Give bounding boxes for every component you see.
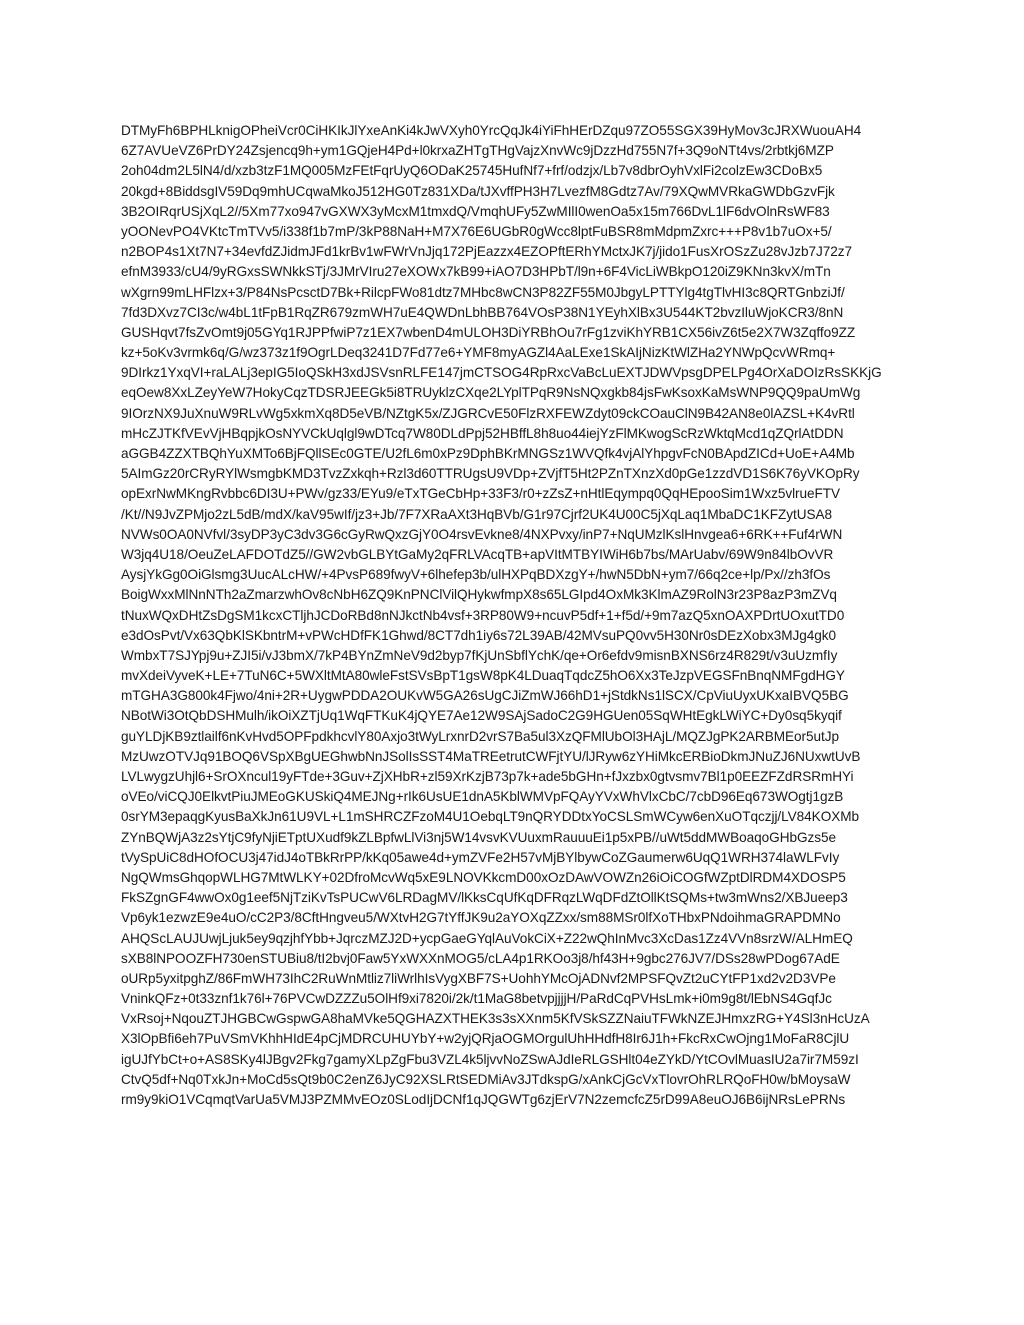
text-line: oURp5yxitpghZ/86FmWH73IhC2RuWnMtliz7liWrlhIsVygXBF7S+UohhYMcOjADNvf2MPSFQvZt2uCYtFP1xd2v2D3VPe	[121, 970, 836, 986]
text-line: DTMyFh6BPHLknigOPheiVcr0CiHKIkJlYxeAnKi4kJwVXyh0YrcQqJk4iYiFhHErDZqu97ZO55SGX39HyMov3cJRXWuouAH4	[121, 123, 862, 138]
text-line: oVEo/viCQJ0ElkvtPiuJMEoGKUSkiQ4MEJNg+rIk6UsUE1dnA5KblWMVpFQAyYVxWhVlxCbC/7cbD96Eq673WOgtj1gzB	[121, 789, 844, 805]
text-line: 9DIrkz1YxqVI+raLALj3epIG5IoQSkH3xdJSVsnRLFE147jmCTSOG4RpRxcVaBcLuEXTJDWVpsgDPELPg4OrXaDOIzRsSKKjG	[121, 365, 882, 381]
text-line: rm9y9kiO1VCqmqtVarUa5VMJ3PZMMvEOz0SLodIjDCNf1qJQGWTg6zjErV7N2zemcfcZ5rD99A8euOJ6B6ijNRsLePRNs	[121, 1092, 846, 1107]
text-line: 6Z7AVUeVZ6PrDY24Zsjencq9h+ym1GQjeH4Pd+l0krxaZHTgTHgVajzXnvWc9jDzzHd755N7f+3Q9oNTt4vs/2rbtkj6MZP	[121, 143, 834, 159]
text-line: tNuxWQxDHtZsDgSM1kcxCTljhJCDoRBd8nNJkctNb4vsf+3RP80W9+ncuvP5df+1+f5d/+9m7azQ5xnOAXPDrtUOxutTD0	[121, 607, 845, 623]
text-line: FkSZgnGF4wwOx0g1eef5NjTziKvTsPUCwV6LRDagMV/lKksCqUfKqDFRqzLWqDFdZtOllKtSQMs+tw3mWns2/XBJueep3	[121, 890, 848, 906]
text-line: VxRsoj+NqouZTJHGBCwGspwGA8haMVke5QGHAZXTHEK3s3sXXnm5KfVSkSZZNaiuTFWkNZEJHmxzRG+Y4Sl3nHcUzA	[121, 1011, 870, 1027]
text-line: VninkQFz+0t33znf1k76l+76PVCwDZZZu5OlHf9xi7820i/2k/t1MaG8betvpjjjjH/PaRdCqPVHsLmk+i0m9g8t/lEbNS4GqfJc	[121, 991, 832, 1007]
text-line: efnM3933/cU4/9yRGxsSWNkkSTj/3JMrVIru27eXOWx7kB99+iAO7D3HPbT/l9n+6F4VicLiWBkpO120iZ9KNn3kvX/mTn	[121, 264, 831, 280]
text-line: 0srYM3epaqgKyusBaXkJn61U9VL+L1mSHRCZFzoM4U1OebqLT9nQRYDDtxYoCSLSmWCyw6enXuOTqczjj/LV84KOXMb	[121, 809, 860, 825]
text-line: e3dOsPvt/Vx63QbKlSKbntrM+vPWcHDfFK1Ghwd/8CT7dh1iy6s72L39AB/42MVsuPQ0vv5H30Nr0sDEzXobx3MJg4gk0	[121, 627, 837, 643]
text-line: ZYnBQWjA3z2sYtjC9fyNjiETptUXudf9kZLBpfwLlVi3nj5W14vsvKVUuxmRauuuEi1p5xPB//uWt5ddMWBoaqoGHbGzs5e	[121, 829, 837, 845]
text-line: aGGB4ZZXTBQhYuXMTo6BjFQllSEc0GTE/U2fL6m0xPz9DphBKrMNGSz1WVQfk4vjAlYhpgvFcN0BApdZICd+UoE+A4Mb	[121, 446, 855, 461]
text-line: 3B2OIRqrUSjXqL2//5Xm77xo947vGXWX3yMcxM1tmxdQ/VmqhUFy5ZwMIlI0wenOa5x15m766DvL1lF6dvOlnRsWF83	[121, 203, 830, 219]
text-line: WmbxT7SJYpj9u+ZJI5i/vJ3bmX/7kP4BYnZmNeV9d2byp7fKjUnSbflYchK/qe+Or6efdv9misnBXNS6rz4R829t/v3uUzmfIy	[121, 647, 838, 663]
text-line: NBotWi3OtQbDSHMulh/ikOiXZTjUq1WqFTKuK4jQYE7Ae12W9SAjSadoC2G9HGUen05SqWHtEgkLWiYC+Dy0sq5kyqif	[121, 708, 842, 724]
text-line: sXB8lNPOOZFH730enSTUBiu8/tI2bvj0Faw5YxWXXnMOG5/cLA4p1RKOo3j8/hf43H+9gbc276JV7/DSs28wPDog67AdE	[121, 950, 840, 966]
text-line: NgQWmsGhqopWLHG7MtWLKY+02DfroMcvWq5xE9LNOVKkcmD00xOzDAwVOWZn26iOiCOGfWZptDlRDM4XDOSP5	[121, 869, 846, 885]
text-line: 5AImGz20rCRyRYlWsmgbKMD3TvzZxkqh+Rzl3d60TTRUgsU9VDp+ZVjfT5Ht2PZnTXnzXd0pGe1zzdVD1S6K76yVKOpRy	[121, 466, 860, 482]
text-line: AHQScLAUJUwjLjuk5ey9qzjhfYbb+JqrczMZJ2D+ycpGaeGYqlAuVokCiX+Z22wQhInMvc3XcDas1Zz4VVn8srzW/ALHmEQ	[121, 930, 853, 946]
text-line: CtvQ5df+Nq0TxkJn+MoCd5sQt9b0C2enZ6JyC92XSLRtSEDMiAv3JTdkspG/xAnkCjGcVxTlovrOhRLRQoFH0w/bMoysaW	[121, 1071, 851, 1087]
text-line: n2BOP4s1Xt7N7+34evfdZJidmJFd1krBv1wFWrVnJjq172PjEazzx4EZOPftERhYMctxJK7j/jido1FusXrOSzZu28vJzb7J72z7	[121, 244, 853, 260]
text-line: mvXdeiVyveK+LE+7TuN6C+5WXltMtA80wleFstSVsBpT1gsW8pK4LDuaqTqdcZ5hO6Xx3TeJzpVEGSFnBnqNMFgdHGY	[121, 668, 845, 684]
text-line: 9IOrzNX9JuXnuW9RLvWg5xkmXq8D5eVB/NZtgK5x/ZJGRCvE50FlzRXFEWZdyt09ckCOauClN9B42AN8e0lAZSL+K4vRtl	[121, 405, 855, 421]
text-line: GUSHqvt7fsZvOmt9j05GYq1RJPPfwiP7z1EX7wbenD4mULOH3DiYRBhOu7rFg1zviKhYRB1CX56ivZ6t5e2X7W3Zqffo9ZZ	[121, 324, 856, 340]
encoded-text-block	[121, 121, 911, 1110]
text-line: X3lOpBfi6eh7PuVSmVKhhHIdE4pCjMDRCUHUYbY+w2yjQRjaOGMOrgulUhHHdfH8Ir6J1h+FkcRxCwOjng1MoFaR8CjlU	[121, 1031, 850, 1047]
text-line: tVySpUiC8dHOfOCU3j47idJ4oTBkRrPP/kKq05awe4d+ymZVFe2H57vMjBYlbywCoZGaumerw6UqQ1WRH374laWLFvIy	[121, 849, 840, 865]
text-line: guYLDjKB9ztlailf6nKvHvd5OPFpdkhcvlY80Axjo3tWyLrxnrD2vrS7Ba5ul3XzQFMlUbOl3HAjL/MQZJgPK2ARBMEor5utJp	[121, 728, 839, 744]
text-line: W3jq4U18/OeuZeLAFDOTdZ5//GW2vbGLBYtGaMy2qFRLVAcqTB+apVItMTBYIWiH6b7bs/MArUabv/69W9n84lbOvVR	[121, 546, 834, 562]
text-line: eqOew8XxLZeyYeW7HokyCqzTDSRJEEGk5i8TRUyklzCXqe2LYplTPqR9NsNQxgkb84jsFwKsoxKaMsWNP9QQ9paUmWg	[121, 385, 861, 401]
text-line: BoigWxxMlNnNTh2aZmarzwhOv8cNbH6ZQ9KnPNClVilQHykwfmpX8s65LGIpd4OxMk3KlmAZ9RolN3r23P8azP3mZVq	[121, 587, 837, 603]
text-line: 20kgd+8BiddsgIV59Dq9mhUCqwaMkoJ512HG0Tz831XDa/tJXvffPH3H7LvezfM8Gdtz7Av/79XQwMVRkaGWDbGzvFjk	[121, 183, 835, 199]
text-line: 7fd3DXvz7CI3c/w4bL1tFpB1RqZR679zmWH7uE4QWDnLbhBB764VOsP38N1YEyhXlBx3U544KT2bvzIluWjoKCR3/8nN	[121, 304, 844, 320]
text-line: Vp6yk1ezwzE9e4uO/cC2P3/8CftHngveu5/WXtvH2G7tYffJK9u2aYOXqZZxx/sm88MSr0lfXoTHbxPNdoihmaGRAPDMNo	[121, 910, 841, 926]
text-line: /Kt//N9JvZPMjo2zL5dB/mdX/kaV95wIf/jz3+Jb/7F7XRaAXt3HqBVb/G1r97Cjrf2UK4U00C5jXqLaq1MbaDC1KFZytUSA8	[121, 506, 833, 522]
text-line: mTGHA3G800k4Fjwo/4ni+2R+UygwPDDA2OUKvW5GA26sUgCJiZmWJ66hD1+jStdkNs1lSCX/CpViuUyxUKxaIBVQ5BG	[121, 688, 849, 704]
text-line: MzUwzOTVJq91BOQ6VSpXBgUEGhwbNnJSolIsSST4MaTREetrutCWFjtYU/lJRyw6zYHiMkcERBioDkmJNuZJ6NUxwtUvB	[121, 748, 861, 764]
text-line: kz+5oKv3vrmk6q/G/wz373z1f9OgrLDeq3241D7Fd77e6+YMF8myAGZl4AaLExe1SkAIjNizKtWlZHa2YNWpQcvWRmq+	[121, 345, 836, 361]
text-line: 2oh04dm2L5lN4/d/xzb3tzF1MQ005MzFEtFqrUyQ6ODaK25745HufNf7+frf/odzjx/Lb7v8dbrOyhVxlFi2colzEw3CDoBx5	[121, 163, 823, 179]
text-line: AysjYkGg0OiGlsmg3UucALcHW/+4PvsP689fwyV+6lhefep3b/ulHXPqBDXzgY+/hwN5DbN+ym7/66q2ce+lp/Px//zh3fOs	[121, 567, 831, 583]
text-line: mHcZJTKfVEvVjHBqpjkOsNYVCkUqlgl9wDTcq7W80DLdPpj52HBffL8h8uo44iejYzFlMKwogScRzWktqMcd1qZQrlAtDDN	[121, 425, 844, 441]
text-line: NVWs0OA0NVfvl/3syDP3yC3dv3G6cGyRwQxzGjY0O4rsvEvkne8/4NXPvxy/inP7+NqUMzlKslHnvgea6+6RK++Fuf4rWN	[121, 526, 843, 542]
text-line: igUJfYbCt+o+AS8SKy4lJBgv2Fkg7gamyXLpZgFbu3VZL4k5ljvvNoZSwAJdIeRLGSHlt04eZYkD/YtCOvlMuasIU2a7ir7M59zI	[121, 1051, 859, 1067]
text-line: yOONevPO4VKtcTmTVv5/i338f1b7mP/3kP88NaH+M7X76E6UGbR0gWcc8lptFuBSR8mMdpmZxrc+++P8v1b7uOx+5/	[121, 223, 832, 239]
text-line: wXgrn99mLHFlzx+3/P84NsPcsctD7Bk+RilcpFWo81dtz7MHbc8wCN3P82ZF55M0JbgyLPTTYlg4tgTlvHI3c8QRTGnbziJf/	[121, 284, 845, 300]
text-line: opExrNwMKngRvbbc6DI3U+PWv/gz33/EYu9/eTxTGeCbHp+33F3/r0+zZsZ+nHtlEqympq0QqHEpooSim1Wxz5vlrueFTV	[121, 486, 841, 502]
text-line: LVLwygzUhjl6+SrOXncul19yFTde+3Guv+ZjXHbR+zl59XrKzjB73p7k+ade5bGHn+fJxzbx0gtvsmv7Bl1p0EEZFZdRSRmHYi	[121, 769, 854, 784]
